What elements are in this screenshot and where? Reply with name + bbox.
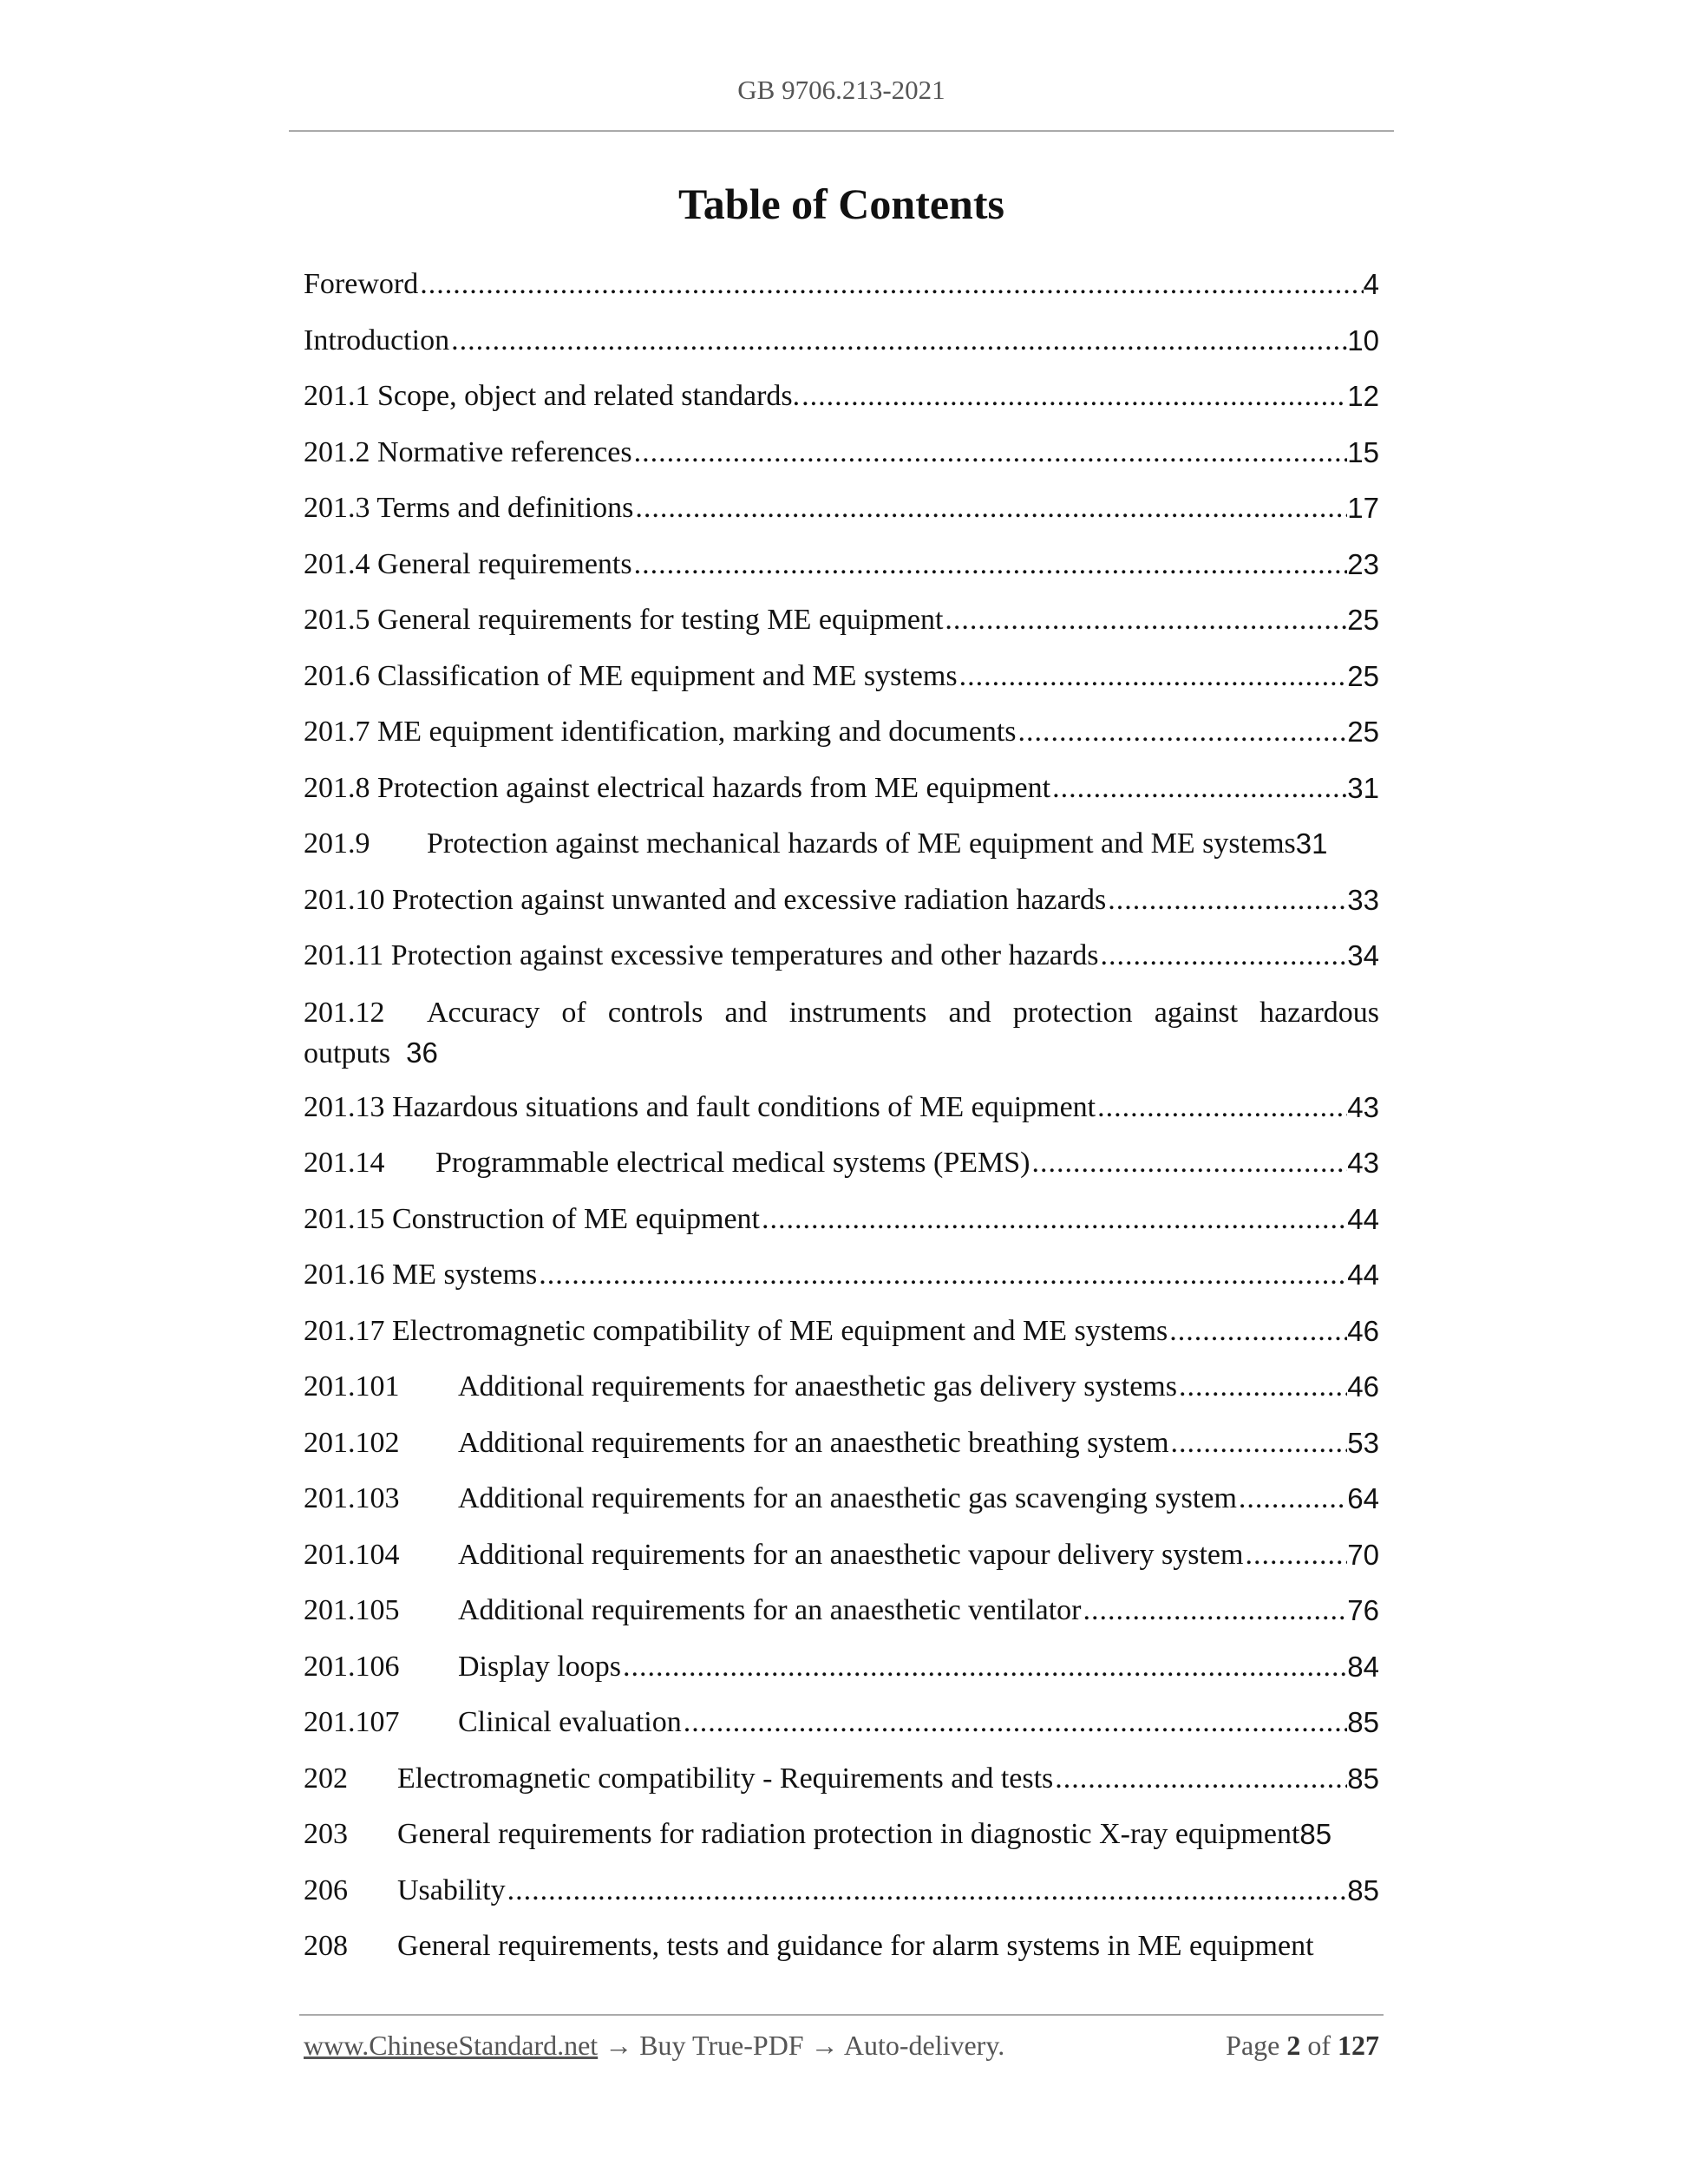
toc-entry[interactable] xyxy=(304,1080,1379,1136)
toc-entry-title: Protection against mechanical hazards of ME equipment and ME systems xyxy=(427,827,1296,860)
toc-entry-title: Introduction xyxy=(304,324,450,356)
toc-entry-title: Additional requirements for anaesthetic gas delivery systems xyxy=(458,1370,1177,1403)
page-total: 127 xyxy=(1338,2030,1379,2061)
table-of-contents xyxy=(304,257,1379,1975)
dot-leader xyxy=(1168,1315,1347,1348)
toc-entry[interactable] xyxy=(304,1919,1379,1975)
toc-entry-page: 25 xyxy=(1347,604,1379,637)
toc-entry-page: 44 xyxy=(1347,1259,1379,1291)
dot-leader xyxy=(1017,716,1348,749)
page-prefix: Page xyxy=(1226,2030,1287,2061)
toc-entry-number: 201.9 xyxy=(304,827,370,860)
toc-entry-page: 36 xyxy=(406,1036,438,1069)
page-of: of xyxy=(1300,2030,1338,2061)
toc-entry-title: Accuracy of controls and instruments and protection against hazardous outputs xyxy=(304,996,1379,1069)
toc-entry[interactable] xyxy=(304,1751,1379,1808)
toc-entry-title: 201.10 Protection against unwanted and excessive radiation hazards xyxy=(304,883,1107,916)
toc-entry-page: 43 xyxy=(1347,1090,1379,1123)
toc-entry-title: Display loops xyxy=(458,1650,621,1683)
toc-entry[interactable] xyxy=(304,816,1379,873)
toc-entry-page: 46 xyxy=(1347,1370,1379,1403)
dot-leader xyxy=(1081,1594,1347,1627)
toc-entry-number: 201.12 xyxy=(304,996,385,1029)
dot-leader xyxy=(449,324,1347,357)
toc-entry-title: 201.16 ME systems xyxy=(304,1259,538,1291)
toc-entry-page: 17 xyxy=(1347,492,1379,525)
toc-entry-page: 25 xyxy=(1347,716,1379,749)
header-rule xyxy=(289,130,1394,132)
toc-entry[interactable] xyxy=(304,425,1379,481)
toc-entry-number: 201.107 xyxy=(304,1706,400,1739)
dot-leader xyxy=(800,380,1347,413)
toc-entry-page: 76 xyxy=(1347,1594,1379,1627)
toc-entry-page: 64 xyxy=(1347,1482,1379,1515)
toc-entry[interactable] xyxy=(304,1695,1379,1751)
toc-entry[interactable] xyxy=(304,1135,1379,1192)
toc-entry-page: 31 xyxy=(1347,771,1379,804)
toc-entry[interactable] xyxy=(304,1583,1379,1639)
toc-entry-page: 4 xyxy=(1363,268,1379,301)
toc-entry-title: 201.8 Protection against electrical hazards from ME equipment xyxy=(304,771,1051,804)
footer-left xyxy=(304,2030,1004,2062)
dot-leader xyxy=(621,1651,1347,1684)
dot-leader xyxy=(1096,1091,1347,1124)
dot-leader xyxy=(1098,939,1347,972)
toc-entry-title: Additional requirements for an anaesthetic breathing system xyxy=(458,1426,1169,1459)
toc-entry[interactable] xyxy=(304,1807,1379,1863)
toc-entry-page: 46 xyxy=(1347,1314,1379,1347)
toc-entry-page: 85 xyxy=(1347,1706,1379,1739)
toc-entry-page: 25 xyxy=(1347,659,1379,692)
toc-entry[interactable] xyxy=(304,1304,1379,1360)
dot-leader xyxy=(1050,772,1347,805)
toc-entry-number: 201.105 xyxy=(304,1594,400,1627)
toc-entry-page: 85 xyxy=(1347,1762,1379,1795)
toc-entry[interactable] xyxy=(304,369,1379,425)
toc-entry-title: 201.4 General requirements xyxy=(304,547,632,580)
toc-entry-page: 10 xyxy=(1347,324,1379,356)
dot-leader xyxy=(506,1874,1348,1907)
toc-entry-title: General requirements for radiation protection in diagnostic X-ray equipment xyxy=(397,1818,1300,1851)
toc-entry[interactable] xyxy=(304,1416,1379,1472)
dot-leader xyxy=(632,548,1348,581)
toc-entry[interactable] xyxy=(304,257,1379,313)
toc-entry-page: 15 xyxy=(1347,435,1379,468)
toc-entry-number: 201.102 xyxy=(304,1426,400,1459)
toc-entry[interactable] xyxy=(304,1192,1379,1248)
toc-entry-title: 201.17 Electromagnetic compatibility of ME equipment and ME systems xyxy=(304,1314,1168,1347)
dot-leader xyxy=(418,268,1363,301)
toc-entry-title: 201.15 Construction of ME equipment xyxy=(304,1202,761,1235)
toc-entry-title: Foreword xyxy=(304,268,419,301)
page-footer xyxy=(304,2030,1379,2062)
toc-entry-number: 208 xyxy=(304,1930,348,1963)
toc-entry[interactable] xyxy=(304,1527,1379,1584)
toc-entry-title: 201.5 General requirements for testing ME equipment xyxy=(304,604,944,637)
page-title: Table of Contents xyxy=(678,180,1004,228)
page-current: 2 xyxy=(1286,2030,1301,2061)
dot-leader xyxy=(632,436,1348,469)
dot-leader xyxy=(1030,1147,1347,1180)
dot-leader xyxy=(1106,884,1347,917)
toc-entry[interactable] xyxy=(304,873,1379,929)
toc-entry[interactable] xyxy=(304,1471,1379,1527)
toc-entry[interactable] xyxy=(304,481,1379,537)
toc-entry-title: Programmable electrical medical systems (PEMS) xyxy=(435,1147,1030,1180)
dot-leader xyxy=(1243,1539,1347,1572)
dot-leader xyxy=(1237,1482,1347,1515)
toc-entry[interactable] xyxy=(304,1639,1379,1696)
toc-entry[interactable] xyxy=(304,592,1379,649)
toc-entry[interactable] xyxy=(304,984,1379,1080)
toc-entry-title: 201.11 Protection against excessive temperatures and other hazards xyxy=(304,939,1099,972)
toc-entry-number: 202 xyxy=(304,1762,348,1795)
toc-entry-page: 70 xyxy=(1347,1538,1379,1571)
toc-entry[interactable] xyxy=(304,1863,1379,1919)
dot-leader xyxy=(1169,1427,1348,1460)
toc-entry-page: 33 xyxy=(1347,883,1379,916)
toc-entry-page: 43 xyxy=(1347,1147,1379,1180)
toc-entry-title: 201.7 ME equipment identification, marking and documents xyxy=(304,716,1017,749)
toc-entry-number: 201.103 xyxy=(304,1482,400,1515)
toc-entry-number: 201.101 xyxy=(304,1370,400,1403)
page-indicator xyxy=(1226,2030,1379,2062)
toc-entry-page: 85 xyxy=(1347,1873,1379,1906)
toc-entry-title: Usability xyxy=(397,1873,506,1906)
toc-entry-number: 203 xyxy=(304,1818,348,1851)
toc-entry-title: Clinical evaluation xyxy=(458,1706,682,1739)
toc-entry-title: 201.2 Normative references xyxy=(304,435,632,468)
toc-entry[interactable] xyxy=(304,761,1379,817)
dot-leader xyxy=(537,1259,1347,1291)
toc-entry-number: 201.104 xyxy=(304,1538,400,1571)
toc-entry-title: 201.3 Terms and definitions xyxy=(304,492,634,525)
toc-entry[interactable] xyxy=(304,649,1379,705)
running-header: GB 9706.213-2021 xyxy=(737,75,945,105)
toc-entry-page: 85 xyxy=(1299,1818,1332,1851)
toc-entry-page: 53 xyxy=(1347,1426,1379,1459)
toc-entry[interactable] xyxy=(304,928,1379,984)
footer-rule xyxy=(299,2014,1384,2016)
toc-entry-title: 201.13 Hazardous situations and fault conditions of ME equipment xyxy=(304,1090,1096,1123)
toc-entry-number: 201.106 xyxy=(304,1650,400,1683)
toc-entry-number: 206 xyxy=(304,1873,348,1906)
toc-entry-number: 201.14 xyxy=(304,1147,385,1180)
dot-leader xyxy=(633,492,1347,525)
dot-leader xyxy=(1177,1370,1347,1403)
dot-leader xyxy=(958,660,1348,693)
toc-entry[interactable] xyxy=(304,537,1379,593)
dot-leader xyxy=(943,604,1347,637)
toc-entry-title: Electromagnetic compatibility - Requirements and tests xyxy=(397,1762,1054,1795)
dot-leader xyxy=(682,1706,1348,1739)
toc-entry-title: 201.1 Scope, object and related standards. xyxy=(304,380,801,413)
toc-entry-title: Additional requirements for an anaesthetic gas scavenging system xyxy=(458,1482,1237,1515)
toc-entry-page: 84 xyxy=(1347,1650,1379,1683)
toc-entry-title: Additional requirements for an anaesthetic vapour delivery system xyxy=(458,1538,1244,1571)
dot-leader xyxy=(760,1203,1347,1236)
toc-entry[interactable] xyxy=(304,1247,1379,1304)
footer-tagline: → Buy True-PDF → Auto-delivery. xyxy=(598,2030,1005,2061)
toc-entry-page: 44 xyxy=(1347,1202,1379,1235)
toc-entry-title: General requirements, tests and guidance for alarm systems in ME equipment xyxy=(397,1930,1314,1963)
toc-entry-page: 23 xyxy=(1347,547,1379,580)
toc-entry-page: 34 xyxy=(1347,939,1379,972)
toc-entry-title: 201.6 Classification of ME equipment and ME systems xyxy=(304,659,958,692)
toc-entry-page: 12 xyxy=(1347,380,1379,413)
toc-entry-page: 31 xyxy=(1295,827,1328,860)
toc-entry-title: Additional requirements for an anaesthetic ventilator xyxy=(458,1594,1082,1627)
site-link[interactable]: www.ChineseStandard.net xyxy=(304,2030,599,2061)
toc-entry[interactable] xyxy=(304,704,1379,761)
dot-leader xyxy=(1053,1762,1347,1795)
toc-entry[interactable] xyxy=(304,313,1379,369)
toc-entry[interactable] xyxy=(304,1359,1379,1416)
